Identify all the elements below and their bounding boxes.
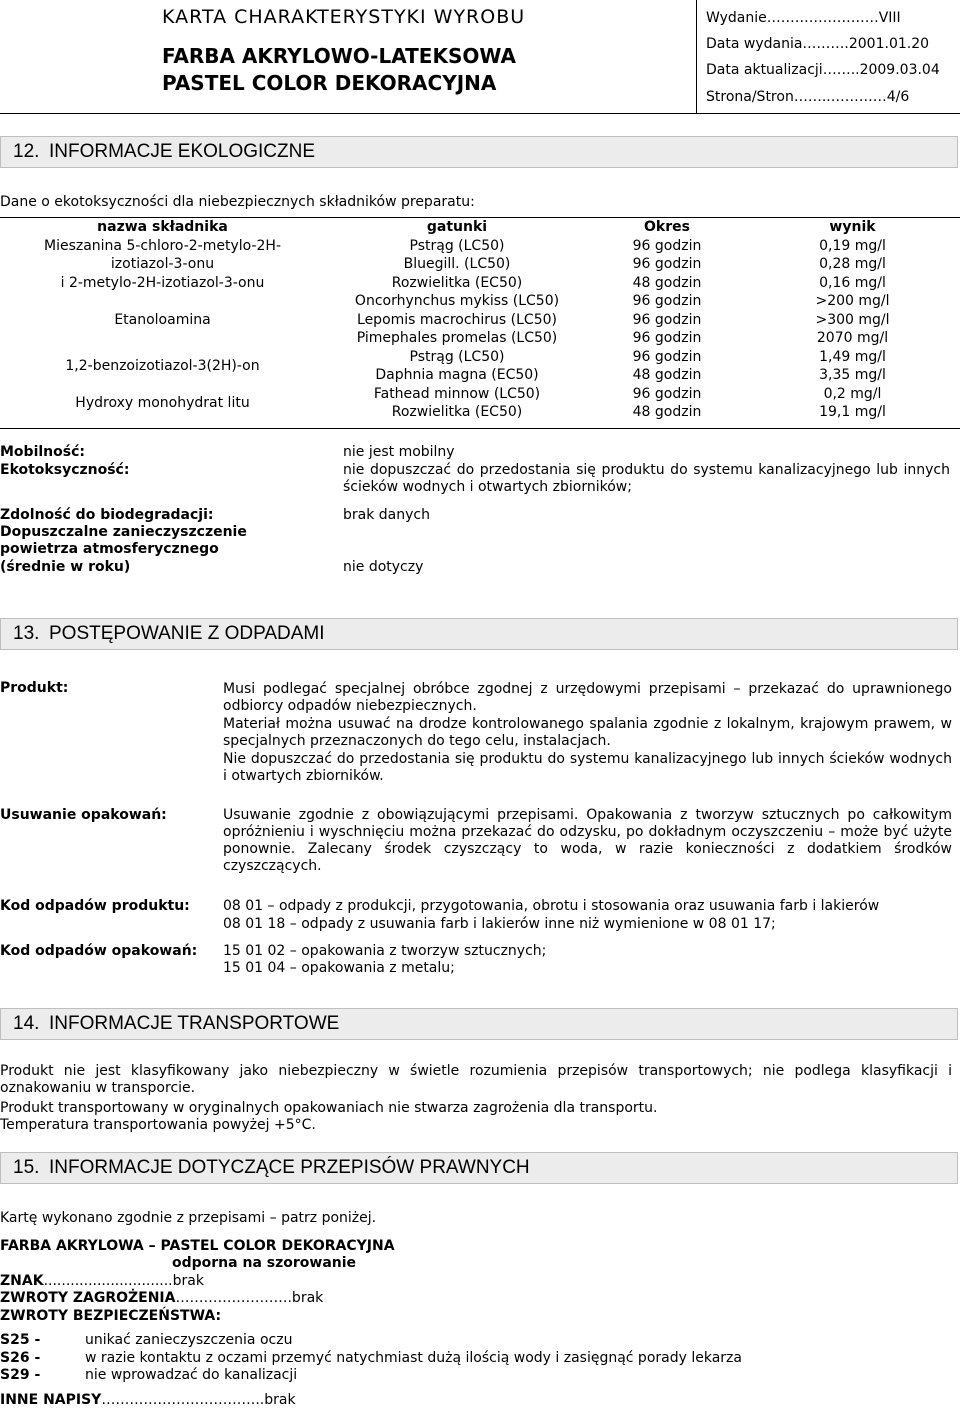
update-date: Data aktualizacji……..2009.03.04 [706, 62, 940, 78]
regulations-intro: Kartę wykonano zgodnie z przepisami – patrz poniżej. [0, 1210, 377, 1226]
period-cell: 96 godzin [632, 330, 702, 347]
col-header-period: Okres [644, 219, 690, 236]
component-1-line2: izotiazol-3-onu [110, 256, 215, 273]
table-row [0, 292, 960, 311]
air-label-2: powietrza atmosferycznego [0, 541, 219, 557]
period-cell: 96 godzin [632, 293, 702, 310]
eco-intro: Dane o ekotoksyczności dla niebezpiecznych składników preparatu: [0, 194, 475, 210]
phrase-text: nie wprowadzać do kanalizacji [85, 1367, 298, 1383]
waste-packaging-label: Kod odpadów opakowań: [0, 943, 198, 959]
result-cell: 0,16 mg/l [819, 274, 886, 291]
result-cell: 1,49 mg/l [819, 348, 886, 365]
document-type: KARTA CHARAKTERYSTYKI WYROBU [162, 6, 526, 28]
packaging-text: Usuwanie zgodnie z obowiązującymi przepisami. Opakowania z tworzyw sztucznych po całkowitym opróżnieniu i wyschnięciu można przekazać do odzysku, po dokładnym oczyszczeniu – może być użyte ponownie. Zalecany środek czyszczący to woda, w razie konieczności z dodatkiem środków czyszczących. [223, 807, 952, 874]
phrase-code: S26 - [0, 1350, 41, 1366]
phrase-code: S29 - [0, 1367, 41, 1383]
ecotox-value: nie dopuszczać do przedostania się produktu do systemu kanalizacyjnego lub innych ścieków wodnych i otwartych zbiorników; [343, 462, 950, 495]
table-bottom-rule [0, 428, 960, 429]
page-number: Strona/Stron……..…………4/6 [706, 89, 910, 105]
issue-date: Data wydania……….2001.01.20 [706, 36, 930, 52]
species-cell: Daphnia magna (EC50) [375, 367, 539, 384]
species-cell: Pstrąg (LC50) [409, 237, 505, 254]
result-cell: 2070 mg/l [816, 330, 889, 347]
period-cell: 96 godzin [632, 385, 702, 402]
period-cell: 96 godzin [632, 237, 702, 254]
result-cell: >200 mg/l [815, 293, 890, 310]
waste-product-code-1: 08 01 – odpady z produkcji, przygotowania, obrotu i stosowania oraz usuwania farb i lakierów [223, 898, 880, 914]
transport-text-1: Produkt nie jest klasyfikowany jako niebezpieczny w świetle rozumienia przepisów transportowych; nie podlega klasyfikacji i oznakowaniu w transporcie. [0, 1063, 952, 1096]
product-label: Produkt: [0, 680, 69, 696]
period-cell: 48 godzin [632, 367, 702, 384]
product-text-1: Musi podlegać specjalnej obróbce zgodnej z urzędowymi przepisami – przekazać do uprawnionego odbiorcy odpadów niebezpiecznych. [223, 681, 952, 714]
header-divider [696, 0, 697, 113]
label-product-name: FARBA AKRYLOWA – PASTEL COLOR DEKORACYJNA [0, 1238, 395, 1254]
component-1-line1: Mieszanina 5-chloro-2-metylo-2H- [43, 237, 281, 254]
result-cell: 0,2 mg/l [823, 385, 882, 402]
hazard-phrases-line: ZWROTY ZAGROŻENIA…………………….brak [0, 1290, 324, 1306]
znak-line: ZNAK.............................brak [0, 1273, 204, 1289]
waste-product-code-2: 08 01 18 – odpady z usuwania farb i lakierów inne niż wymienione w 08 01 17; [223, 916, 776, 932]
mobility-label: Mobilność: [0, 444, 85, 460]
period-cell: 48 godzin [632, 274, 702, 291]
col-header-component: nazwa składnika [97, 219, 228, 236]
result-cell: >300 mg/l [815, 311, 890, 328]
phrase-code: S25 - [0, 1332, 41, 1348]
species-cell: Oncorhynchus mykiss (LC50) [354, 293, 560, 310]
product-name-line2: PASTEL COLOR DEKORACYJNA [162, 71, 497, 95]
phrase-text: w razie kontaktu z oczami przemyć natychmiast dużą ilością wody i zasięgnąć porady lekarza [85, 1350, 742, 1366]
result-cell: 0,28 mg/l [819, 256, 886, 273]
result-cell: 19,1 mg/l [819, 404, 886, 421]
species-cell: Pimephales promelas (LC50) [356, 330, 558, 347]
species-cell: Rozwielitka (EC50) [391, 274, 523, 291]
component-4: Hydroxy monohydrat litu [75, 395, 250, 411]
packaging-label: Usuwanie opakowań: [0, 807, 167, 823]
ecotoxicity-table [0, 218, 960, 422]
species-cell: Bluegill. (LC50) [403, 256, 511, 273]
table-row [0, 255, 960, 274]
product-text-2: Materiał można usuwać na drodze kontrolowanego spalania zgodnie z lokalnym, krajowym prawem, w specjalnych przeznaczonych do tego celu, instalacjach. [223, 716, 952, 749]
col-header-species: gatunki [426, 219, 488, 236]
air-value: nie dotyczy [343, 559, 424, 575]
section-14-heading: 14. INFORMACJE TRANSPORTOWE [0, 1008, 958, 1040]
component-2: Etanoloamina [114, 311, 211, 328]
component-1-line3: i 2-metylo-2H-izotiazol-3-onu [60, 274, 265, 291]
transport-text-2: Produkt transportowany w oryginalnych opakowaniach nie stwarza zagrożenia dla transportu. [0, 1100, 658, 1116]
table-row [0, 237, 960, 256]
period-cell: 96 godzin [632, 256, 702, 273]
waste-product-label: Kod odpadów produktu: [0, 898, 190, 914]
mobility-value: nie jest mobilny [343, 444, 455, 460]
air-label-3: (średnie w roku) [0, 559, 131, 575]
species-cell: Rozwielitka (EC50) [391, 404, 523, 421]
period-cell: 96 godzin [632, 311, 702, 328]
period-cell: 96 godzin [632, 348, 702, 365]
table-row [0, 274, 960, 293]
section-15-heading: 15. INFORMACJE DOTYCZĄCE PRZEPISÓW PRAWNYCH [0, 1152, 958, 1184]
table-row [0, 385, 960, 404]
safety-phrases-label: ZWROTY BEZPIECZEŃSTWA: [0, 1308, 222, 1324]
other-labels-line: INNE NAPISY……………………………..brak [0, 1392, 296, 1408]
section-13-heading: 13. POSTĘPOWANIE Z ODPADAMI [0, 618, 958, 650]
transport-text-3: Temperatura transportowania powyżej +5°C. [0, 1117, 316, 1133]
component-3: 1,2-benzoizotiazol-3(2H)-on [65, 358, 260, 374]
ecotox-label: Ekotoksyczność: [0, 462, 130, 478]
biodeg-value: brak danych [343, 507, 430, 523]
period-cell: 48 godzin [632, 404, 702, 421]
waste-packaging-code-2: 15 01 04 – opakowania z metalu; [223, 960, 455, 976]
result-cell: 3,35 mg/l [819, 367, 886, 384]
species-cell: Fathead minnow (LC50) [373, 385, 541, 402]
section-12-heading: 12. INFORMACJE EKOLOGICZNE [0, 136, 958, 168]
label-product-sub: odporna na szorowanie [172, 1255, 357, 1271]
species-cell: Pstrąg (LC50) [409, 348, 505, 365]
table-header-row [0, 218, 960, 237]
species-cell: Lepomis macrochirus (LC50) [357, 311, 557, 328]
product-text-3: Nie dopuszczać do przedostania się produktu do systemu kanalizacyjnego lub innych ścieków wodnych i otwartych zbiorników. [223, 751, 952, 784]
product-name-line1: FARBA AKRYLOWO-LATEKSOWA [162, 44, 516, 68]
waste-packaging-code-1: 15 01 02 – opakowania z tworzyw sztucznych; [223, 943, 547, 959]
table-row [0, 348, 960, 367]
biodeg-label: Zdolność do biodegradacji: [0, 507, 214, 523]
result-cell: 0,19 mg/l [819, 237, 886, 254]
phrase-text: unikać zanieczyszczenia oczu [85, 1332, 293, 1348]
header-rule [0, 113, 960, 114]
col-header-result: wynik [829, 219, 876, 236]
edition: Wydanie……………………VIII [706, 10, 901, 26]
air-label-1: Dopuszczalne zanieczyszczenie [0, 524, 247, 540]
